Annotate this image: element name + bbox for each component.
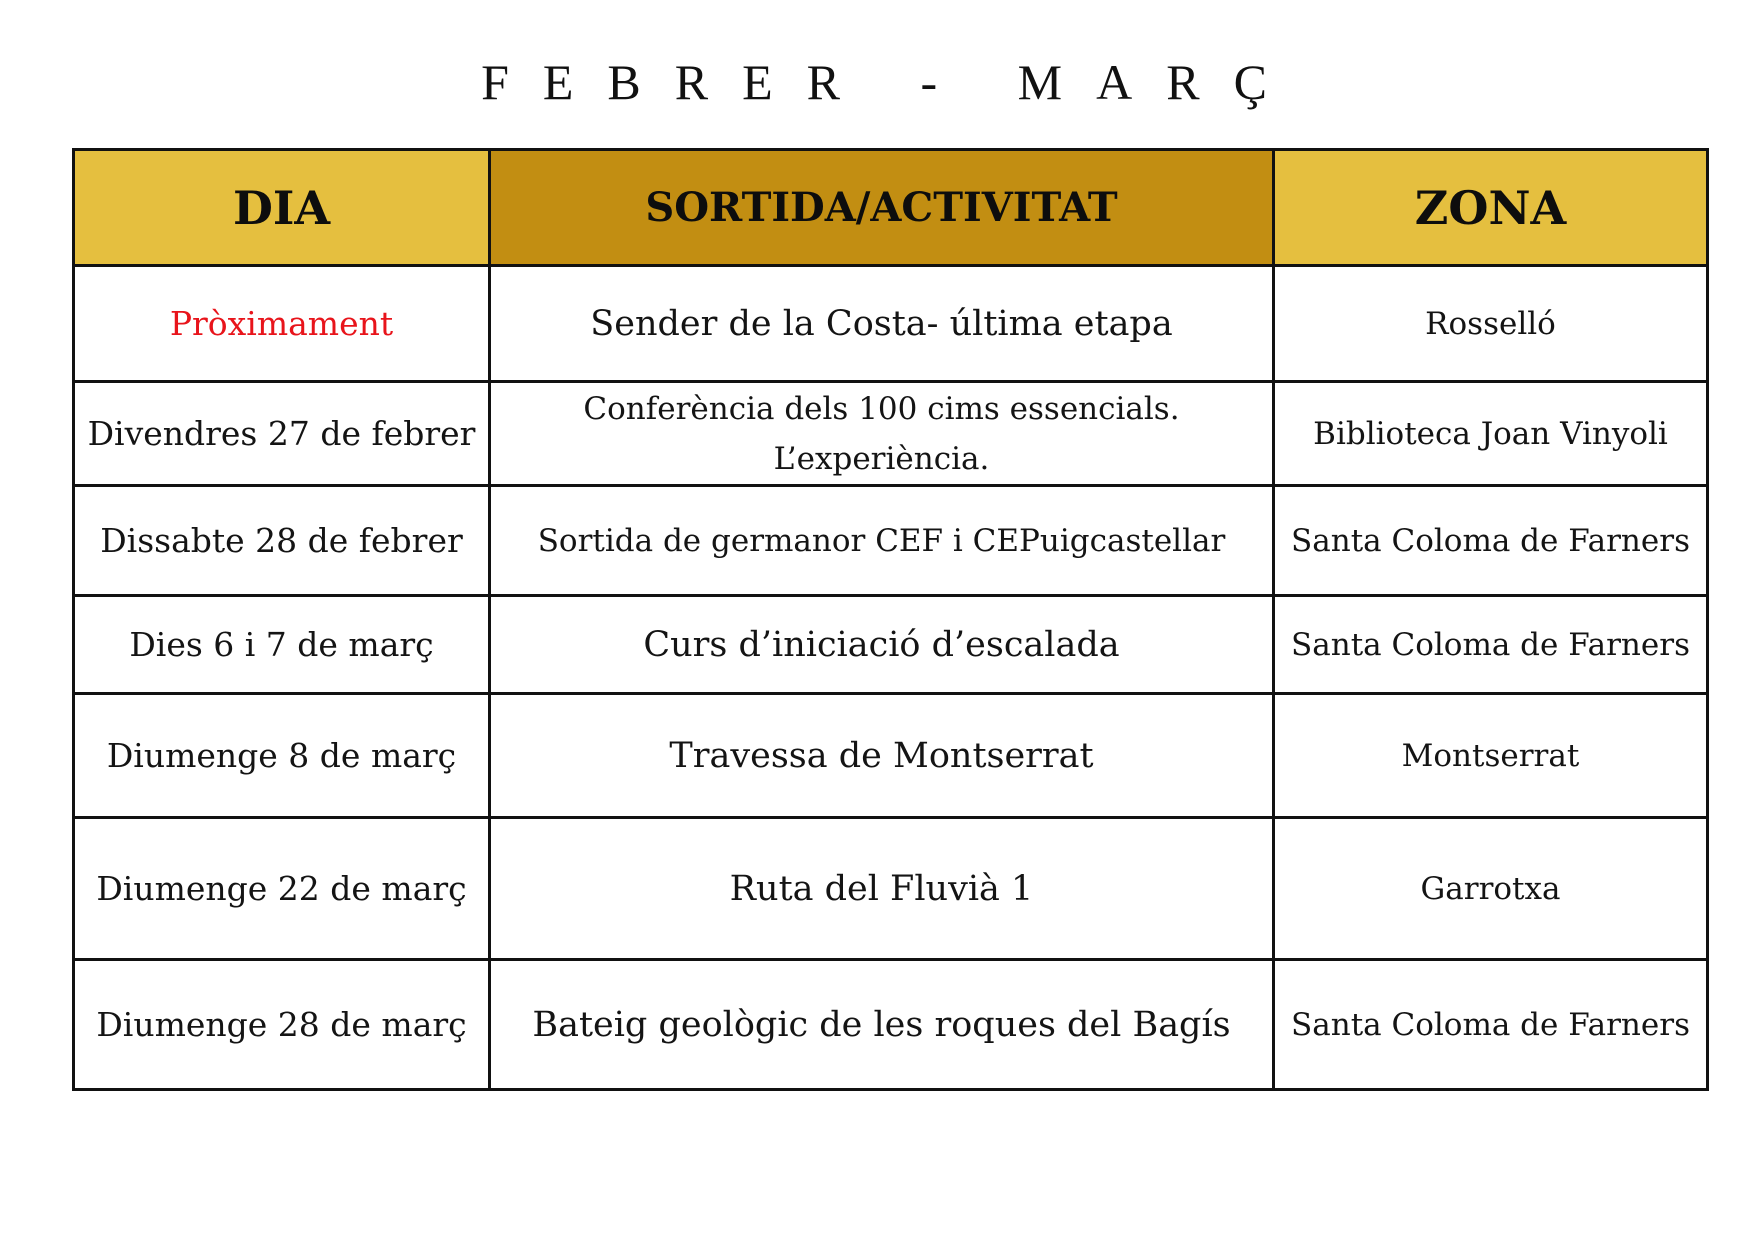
table-row: [74, 818, 1708, 960]
cell-dia: Divendres 27 de febrer: [74, 382, 490, 486]
activitat-line-1: Conferència dels 100 cims essencials.: [583, 390, 1180, 427]
header-activitat: SORTIDA/ACTIVITAT: [490, 150, 1274, 266]
cell-dia: Dies 6 i 7 de març: [74, 596, 490, 694]
activitat-line-2: L’experiència.: [773, 440, 990, 477]
cell-activitat: Curs d’iniciació d’escalada: [490, 596, 1274, 694]
cell-activitat: [490, 382, 1274, 486]
cell-zona: Santa Coloma de Farners: [1274, 960, 1708, 1090]
cell-dia: Diumenge 8 de març: [74, 694, 490, 818]
table-row: [74, 266, 1708, 382]
table-row: [74, 694, 1708, 818]
cell-dia: Dissabte 28 de febrer: [74, 486, 490, 596]
cell-dia: Diumenge 28 de març: [74, 960, 490, 1090]
cell-dia: Pròximament: [74, 266, 490, 382]
cell-activitat: Sortida de germanor CEF i CEPuigcastellar: [490, 486, 1274, 596]
cell-dia: Diumenge 22 de març: [74, 818, 490, 960]
table-row: [74, 486, 1708, 596]
cell-activitat: Ruta del Fluvià 1: [490, 818, 1274, 960]
cell-zona: Garrotxa: [1274, 818, 1708, 960]
cell-zona: Santa Coloma de Farners: [1274, 596, 1708, 694]
page-title: FEBRER - MARÇ: [481, 54, 1301, 110]
schedule-table: [72, 148, 1709, 1091]
cell-zona: Montserrat: [1274, 694, 1708, 818]
table-row: [74, 596, 1708, 694]
table-row: [74, 960, 1708, 1090]
cell-zona: Santa Coloma de Farners: [1274, 486, 1708, 596]
cell-activitat: Bateig geològic de les roques del Bagís: [490, 960, 1274, 1090]
table-row: [74, 382, 1708, 486]
cell-activitat: Sender de la Costa- última etapa: [490, 266, 1274, 382]
cell-activitat: Travessa de Montserrat: [490, 694, 1274, 818]
header-dia: DIA: [74, 150, 490, 266]
header-zona: ZONA: [1274, 150, 1708, 266]
cell-zona: Rosselló: [1274, 266, 1708, 382]
table-header-row: [74, 150, 1708, 266]
cell-zona: Biblioteca Joan Vinyoli: [1274, 382, 1708, 486]
